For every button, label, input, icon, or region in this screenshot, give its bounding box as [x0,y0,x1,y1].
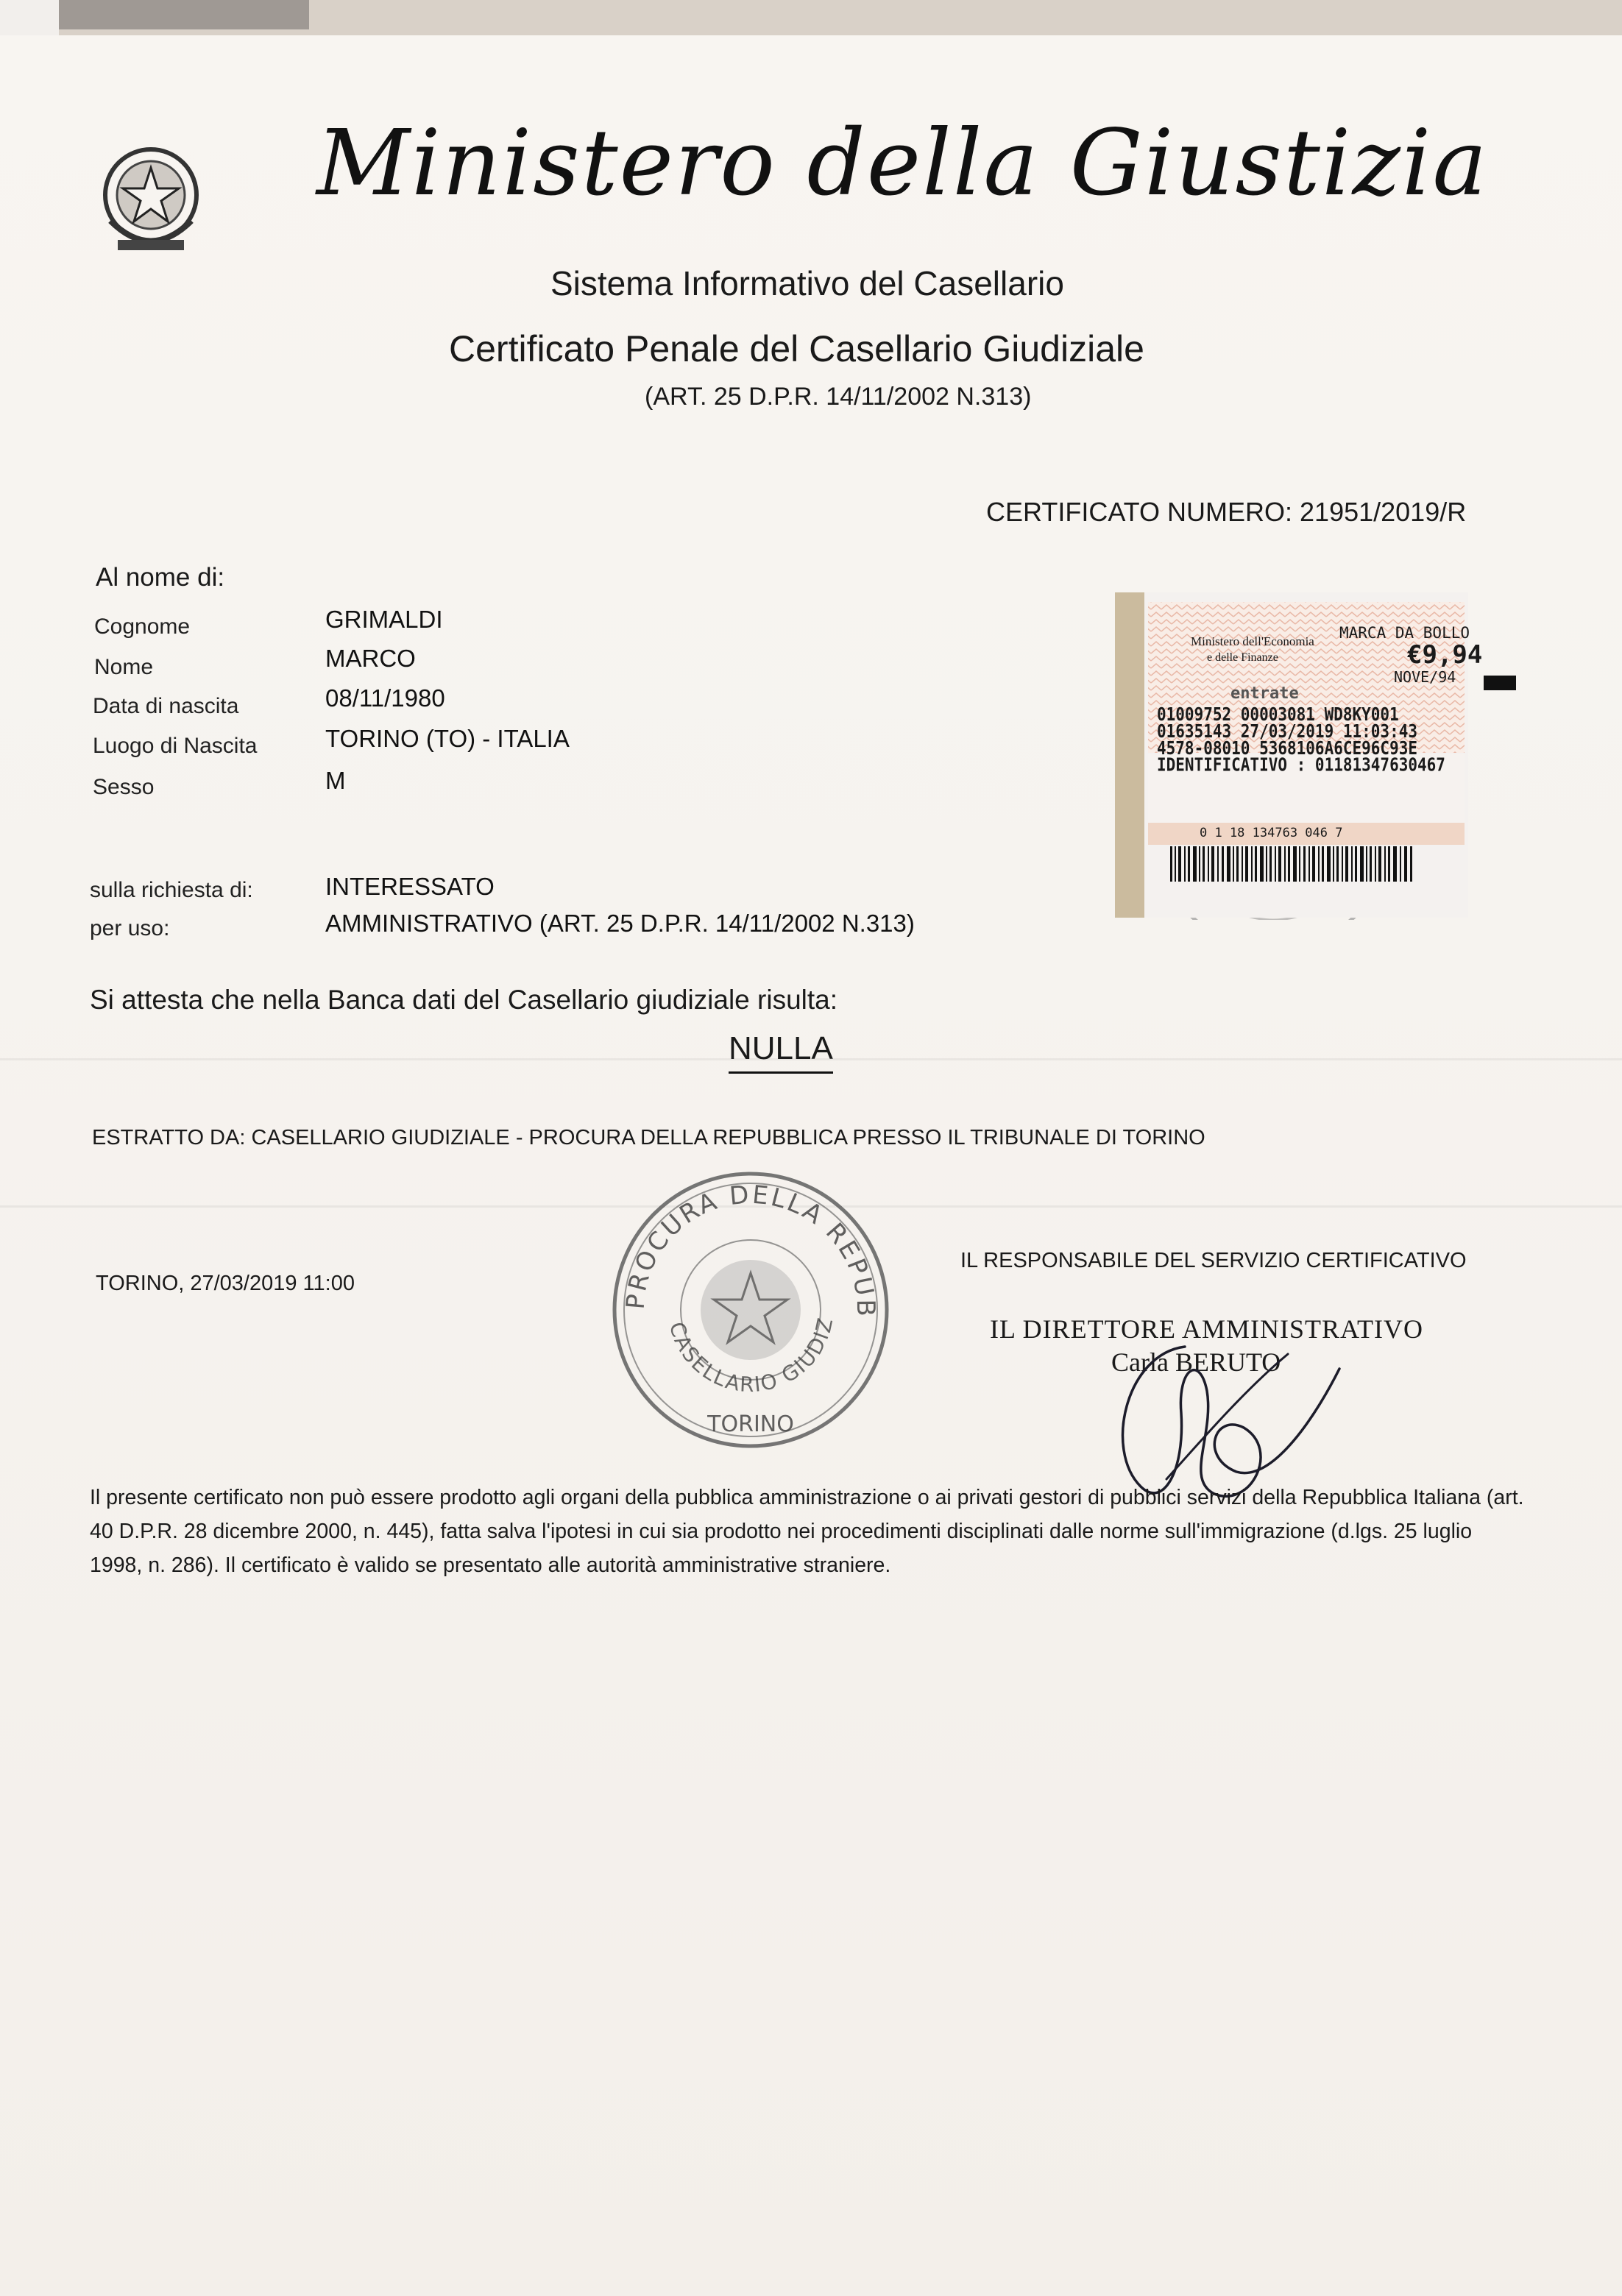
document-title: Certificato Penale del Casellario Giudiziale [449,328,1144,369]
field-value-nome: MARCO [325,645,416,672]
legal-notice: Il presente certificato non può essere prodotto agli organi della pubblica amministrazione o ai privati gestori di pubblici servizi della Repubblica Italiana (art. 40 D.P.R. 28 dicembre 2000, n. 445), fatta salva l'ipotesi in cui sia prodotto nei procedimenti disciplinati dalle norme sull'immigrazione (d.lgs. 25 luglio 1998, n. 286). Il certificato è valido se presentato alle autorità amministrative straniere. [90,1486,1524,1577]
stamp-line-1: 01009752 00003081 WD8KY001 [1157,704,1399,726]
system-subtitle: Sistema Informativo del Casellario [550,264,1064,302]
stamp-series: NOVE/94 [1394,668,1456,686]
field-label-data-nascita: Data di nascita [93,694,239,718]
barcode-icon [1170,846,1413,882]
place-and-date: TORINO, 27/03/2019 11:00 [96,1272,355,1295]
usage-value: AMMINISTRATIVO (ART. 25 D.P.R. 14/11/2002 N.313) [325,910,915,937]
stamp-line-2: 01635143 27/03/2019 11:03:43 [1157,720,1418,742]
official-round-stamp [603,1163,898,1457]
stamp-amount: €9,94 [1407,640,1483,670]
revenue-stamp [1089,589,1516,920]
field-value-sesso: M [325,767,346,794]
field-label-luogo-nascita: Luogo di Nascita [93,734,258,758]
stamp-line-4: IDENTIFICATIVO : 01181347630467 [1157,754,1445,776]
stamp-agency: entrate [1230,684,1299,703]
result-value: NULLA [729,1030,833,1074]
field-label-cognome: Cognome [94,614,191,639]
stamp-bottom-text: CASELLARIO GIUDIZ [664,1314,838,1397]
italian-republic-emblem-icon [96,140,206,265]
legal-reference: (ART. 25 D.P.R. 14/11/2002 N.313) [645,383,1032,411]
stamp-top-text: PROCURA DELLA REPUB [620,1180,881,1319]
ministry-title: Ministero della Giustizia [316,110,1489,216]
field-value-luogo-nascita: TORINO (TO) - ITALIA [325,725,570,752]
stamp-title: MARCA DA BOLLO [1339,624,1470,642]
holder-heading: Al nome di: [96,563,225,592]
stamp-line-3: 4578-08010 5368106A6CE96C93E [1157,737,1418,759]
stamp-ente2: e delle Finanze [1207,651,1278,664]
attestation-text: Si attesta che nella Banca dati del Casellario giudiziale risulta: [90,985,838,1015]
stamp-barcode-number: 0 1 18 134763 046 7 [1200,826,1343,840]
stamp-city: TORINO [707,1411,794,1437]
stamp-black-mark [1484,676,1516,690]
usage-label: per uso: [90,916,170,940]
field-value-data-nascita: 08/11/1980 [325,684,445,712]
stamp-ente: Ministero dell'Economia [1191,634,1314,648]
service-manager-label: IL RESPONSABILE DEL SERVIZIO CERTIFICATIVO [960,1249,1467,1272]
field-label-nome: Nome [94,655,154,679]
certificate-number: CERTIFICATO NUMERO: 21951/2019/R [986,497,1467,527]
director-title: IL DIRETTORE AMMINISTRATIVO [990,1314,1423,1344]
field-value-cognome: GRIMALDI [325,606,443,633]
field-label-sesso: Sesso [93,775,155,799]
extract-source: ESTRATTO DA: CASELLARIO GIUDIZIALE - PROCURA DELLA REPUBBLICA PRESSO IL TRIBUNALE DI TORINO [92,1126,1205,1149]
request-label: sulla richiesta di: [90,878,253,902]
request-value: INTERESSATO [325,873,495,900]
director-name: Carla BERUTO [1111,1347,1281,1377]
